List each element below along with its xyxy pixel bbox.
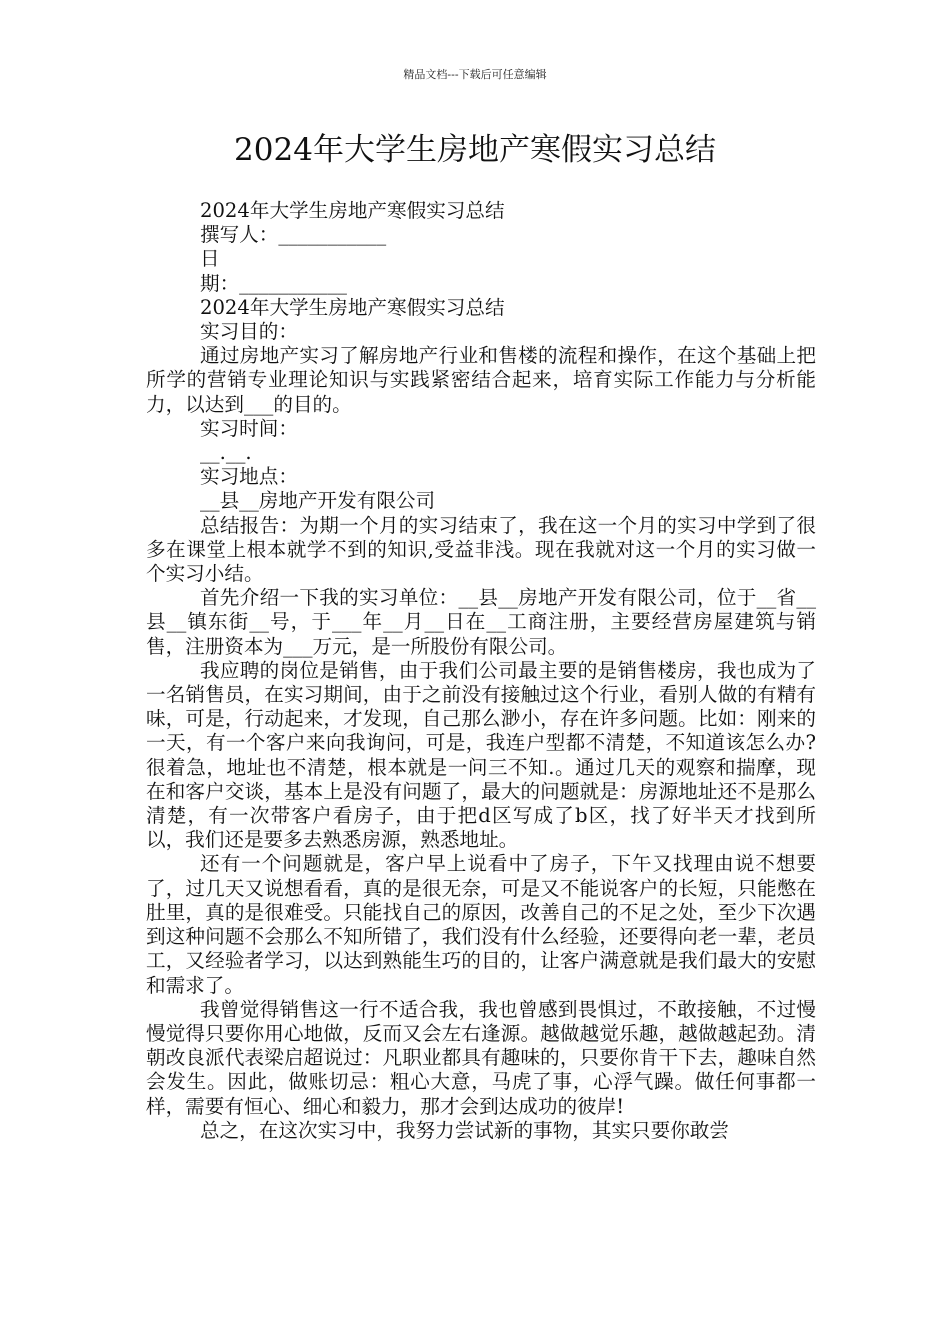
- problem-paragraph: 还有一个问题就是，客户早上说看中了房子，下午又找理由说不想要了，过几天又说想看看，真的是很无奈，可是又不能说客户的长短，只能憋在肚里，真的是很难受。只能找自己的原因，改善自己的不足之处，至少下次遇到这种问题不会那么不知所错了，我们没有什么经验，还要得向老一辈，老员工，又经验者学习，以达到熟能生巧的目的，让客户满意就是我们最大的安慰和需求了。: [146, 852, 816, 997]
- subtitle-line-2: 2024年大学生房地产寒假实习总结: [200, 295, 505, 319]
- position-paragraph: 我应聘的岗位是销售，由于我们公司最主要的是销售楼房，我也成为了一名销售员，在实习期间，由于之前没有接触过这个行业，看别人做的有精有味，可是，行动起来，才发现，自己那么渺小，存在许多问题。比如：刚来的一天，有一个客户来向我询问，可是，我连户型都不清楚，不知道该怎么办?很着急，地址也不清楚，根本就是一问三不知.。通过几天的观察和揣摩，现在和客户交谈，基本上是没有问题了，最大的问题就是：房源地址还不是那么清楚，有一次带客户看房子，由于把d区写成了b区，找了好半天才找到所以，我们还是要多去熟悉房源，熟悉地址。: [146, 658, 816, 852]
- time-value: __.__.: [200, 441, 252, 465]
- purpose-paragraph: 通过房地产实习了解房地产行业和售楼的流程和操作，在这个基础上把所学的营销专业理论知识与实践紧密结合起来，培育实际工作能力与分析能力，以达到___的目的。: [146, 344, 816, 416]
- conclusion-paragraph: 总之，在这次实习中，我努力尝试新的事物，其实只要你敢尝: [200, 1118, 730, 1142]
- summary-paragraph: 总结报告：为期一个月的实习结束了，我在这一个月的实习中学到了很多在课堂上根本就学不到的知识,受益非浅。现在我就对这一个月的实习做一个实习小结。: [146, 513, 816, 586]
- interest-paragraph: 我曾觉得销售这一行不适合我，我也曾感到畏惧过，不敢接触，不过慢慢觉得只要你用心地做，反而又会左右逢源。越做越觉乐趣，越做越起劲。清朝改良派代表梁启超说过：凡职业都具有趣味的，只要你肯干下去，趣味自然会发生。因此，做账切忌：粗心大意，马虎了事，心浮气躁。做任何事都一样，需要有恒心、细心和毅力，那才会到达成功的彼岸!: [146, 997, 816, 1118]
- place-value: __县__房地产开发有限公司: [200, 489, 436, 513]
- purpose-label: 实习目的：: [200, 320, 298, 344]
- place-label: 实习地点：: [200, 465, 298, 489]
- date-line-2: 期：___________: [200, 271, 347, 295]
- author-line: 撰写人：___________: [200, 223, 387, 247]
- subtitle-line: 2024年大学生房地产寒假实习总结: [200, 199, 505, 222]
- document-body: [146, 199, 816, 1143]
- document-title: 2024年大学生房地产寒假实习总结: [234, 132, 716, 168]
- header-note: 精品文档---下载后可任意编辑: [403, 68, 547, 81]
- time-label: 实习时间：: [200, 416, 298, 440]
- company-paragraph: 首先介绍一下我的实习单位：__县__房地产开发有限公司，位于__省__县__镇东街__号，于___年__月__日在__工商注册，主要经营房屋建筑与销售，注册资本为___万元，是一所股份有限公司。: [146, 586, 816, 658]
- date-line-1: 日: [200, 247, 220, 271]
